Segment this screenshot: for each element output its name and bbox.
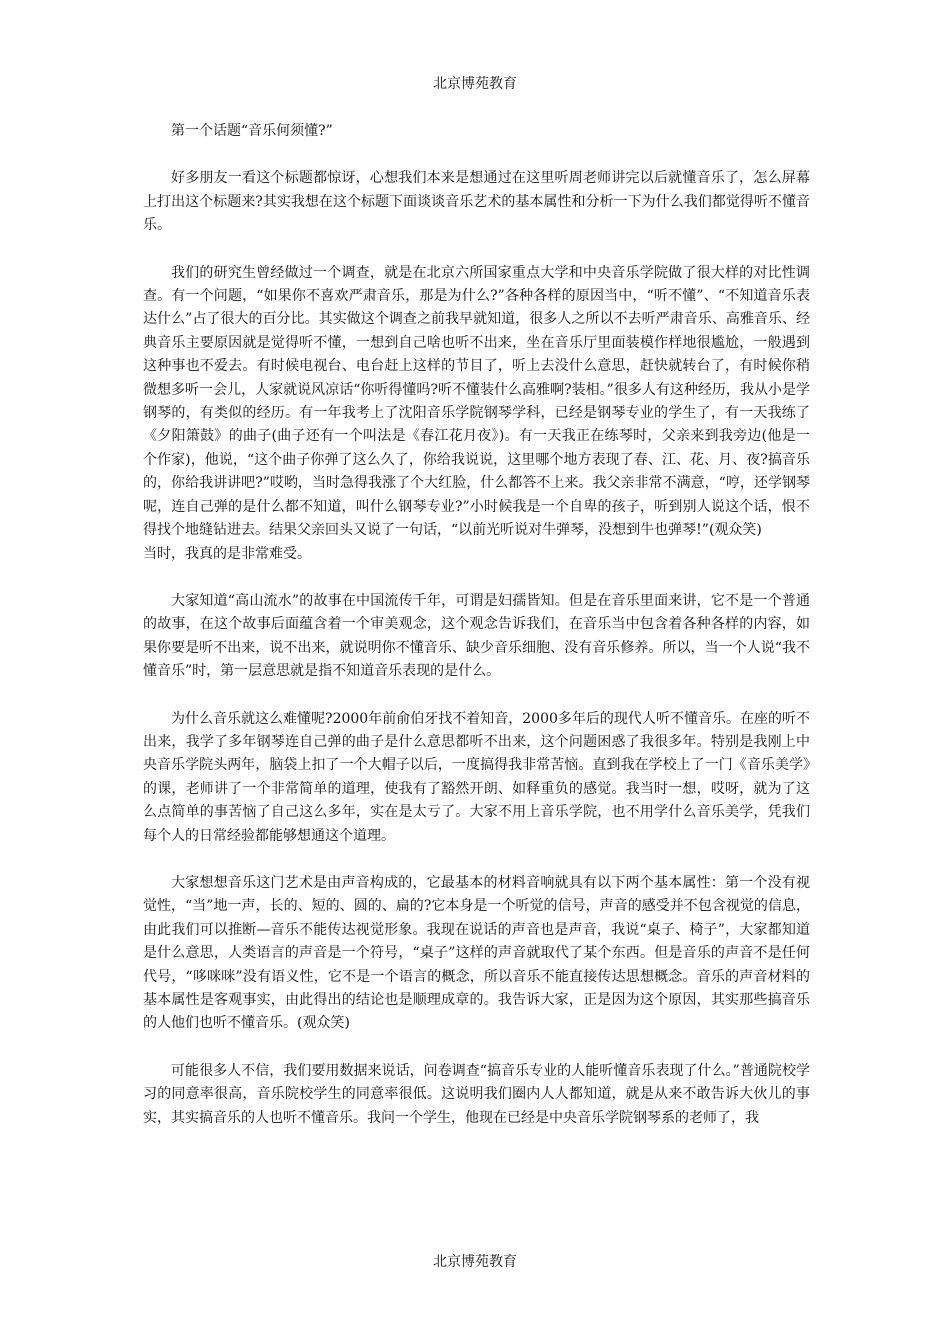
paragraph-1: 好多朋友一看这个标题都惊讶，心想我们本来是想通过在这里听周老师讲完以后就懂音乐了，怎么屏幕上打出这个标题来?其实我想在这个标题下面谈谈音乐艺术的基本属性和分析一下为什么我们都觉得听不懂音乐。 bbox=[143, 170, 810, 234]
topic-heading: 第一个话题“音乐何须懂?” bbox=[171, 123, 333, 139]
paragraph-5: 为什么音乐就这么难懂呢?2000年前俞伯牙找不着知音，2000多年后的现代人听不懂音乐。在座的听不出来，我学了多年钢琴连自己弹的曲子是什么意思都听不出来，这个问题困惑了我很多年。特别是我刚上中央音乐学院头两年，脑袋上扣了一个大帽子以后，一度搞得我非常苦恼。直到我在学校上了一门《音乐美学》的课，老师讲了一个非常简单的道理，使我有了豁然开朗、如释重负的感觉。我当时一想，哎呀，就为了这么点简单的事苦恼了自己这么多年，实在是太亏了。大家不用上音乐学院，也不用学什么音乐美学，凭我们每个人的日常经验都能够想通这个道理。 bbox=[143, 710, 810, 844]
document-body bbox=[143, 120, 810, 1130]
paragraph-4: 大家知道“高山流水”的故事在中国流传千年，可谓是妇孺皆知。但是在音乐里面来讲，它不是一个普通的故事，在这个故事后面蕴含着一个审美观念，这个观念告诉我们，在音乐当中包含着各种各样的内容，如果你要是听不出来，说不出来，就说明你不懂音乐、缺少音乐细胞、没有音乐修养。所以，当一个人说“我不懂音乐”时，第一层意思就是指不知道音乐表现的是什么。 bbox=[143, 592, 810, 680]
paragraph-3: 当时，我真的是非常难受。 bbox=[143, 545, 311, 562]
paragraph-6: 大家想想音乐这门艺术是由声音构成的，它最基本的材料音响就具有以下两个基本属性：第一个没有视觉性，“当”地一声，长的、短的、圆的、扁的?它本身是一个听觉的信号，声音的感受并不包含视觉的信息，由此我们可以推断—音乐不能传达视觉形象。我现在说话的声音也是声音，我说“桌子、椅子”，大家都知道是什么意思，人类语言的声音是一个符号，“桌子”这样的声音就取代了某个东西。但是音乐的声音不是任何代号，“哆咪咪”没有语义性，它不是一个语言的概念，所以音乐不能直接传达思想概念。音乐的声音材料的基本属性是客观事实，由此得出的结论也是顺理成章的。我告诉大家，正是因为这个原因，其实那些搞音乐的人他们也听不懂音乐。(观众笑) bbox=[143, 874, 810, 1032]
paragraph-2: 我们的研究生曾经做过一个调查，就是在北京六所国家重点大学和中央音乐学院做了很大样的对比性调查。有一个问题，“如果你不喜欢严肃音乐，那是为什么?”各种各样的原因当中，“听不懂”、“不知道音乐表达什么”占了很大的百分比。其实做这个调查之前我早就知道，很多人之所以不去听严肃音乐、高雅音乐、经典音乐主要原因就是觉得听不懂，一想到自己啥也听不出来，坐在音乐厅里面装模作样地很尴尬，一般遇到这种事也不爱去。有时候电视台、电台赶上这样的节目了，听上去没什么意思，赶快就转台了，有时候你稍微想多听一会儿，人家就说风凉话“你听得懂吗?听不懂装什么高雅啊?装相。”很多人有这种经历，我从小是学钢琴的，有类似的经历。有一年我考上了沈阳音乐学院钢琴学科，已经是钢琴专业的学生了，有一天我练了《夕阳箫鼓》的曲子(曲子还有一个叫法是《春江花月夜》)。有一天我正在练琴时，父亲来到我旁边(他是一个作家)，他说，“这个曲子你弹了这么久了，你给我说说，这里哪个地方表现了春、江、花、月、夜?搞音乐的，你给我讲讲吧?”哎哟，当时急得我涨了个大红脸，什么都答不上来。我父亲非常不满意，“哼，还学钢琴呢，连自己弹的是什么都不知道，叫什么钢琴专业?”小时候我是一个自卑的孩子，听到别人说这个话，恨不得找个地缝钻进去。结果父亲回头又说了一句话，“以前光听说对牛弹琴，没想到牛也弹琴!”(观众笑) bbox=[143, 264, 810, 539]
paragraph-7: 可能很多人不信，我们要用数据来说话，问卷调查“搞音乐专业的人能听懂音乐表现了什么。”普通院校学习的同意率很高，音乐院校学生的同意率很低。这说明我们圈内人人都知道，就是从来不敢告诉大伙儿的事实，其实搞音乐的人也听不懂音乐。我问一个学生，他现在已经是中央音乐学院钢琴系的老师了，我 bbox=[143, 1062, 810, 1126]
page-footer: 北京博苑教育 bbox=[433, 1254, 517, 1270]
page-header: 北京博苑教育 bbox=[433, 76, 517, 92]
